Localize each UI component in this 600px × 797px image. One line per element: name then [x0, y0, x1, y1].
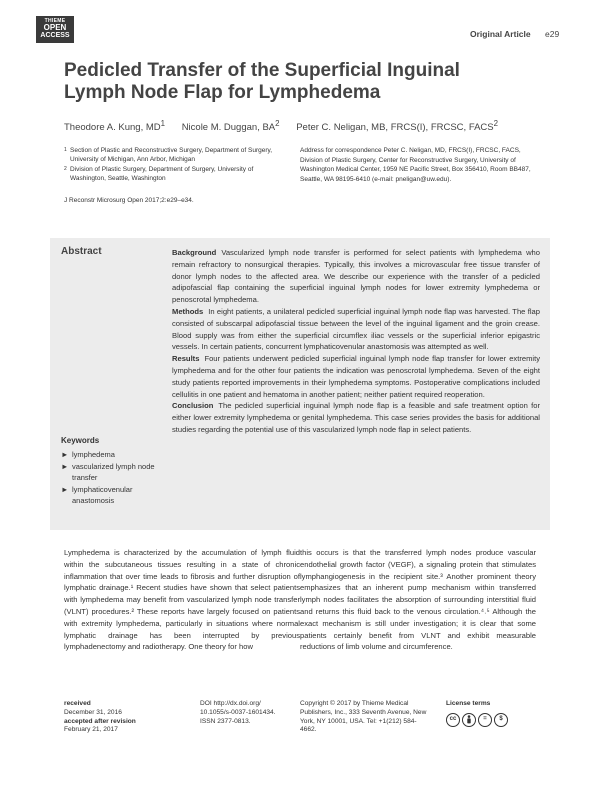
author: Theodore A. Kung, $MD^1$: [64, 119, 166, 134]
abstract-section: Conclusion The pedicled superficial inguinal lymph node flap is a feasible and safe treatment option for either lower extremity lymphedema or genital lymphedema. This case series provides the basis for additional studies regarding the potential use of this vascularized lymph node flap in select patients.: [172, 401, 540, 434]
abstract-section: Results Four patients underwent pedicled superficial inguinal lymph node flap transfer for lower extremity lymphedema and for the other four patients the indication was penoscrotal lymphedema. Seven of the eight study patients reported improvements in their lymphedema symptoms. Postoperative complications included cellulitis in one patient and hematoma in another patient; neither patient required reoperation.: [172, 354, 540, 399]
keyword-item: ► lymphedema: [61, 450, 115, 459]
cc-icon: cc: [446, 713, 460, 727]
article-title: [64, 60, 484, 104]
body-column-right: this occurs is that the transferred lymph nodes produce vascular endothelial growth factor (VEGF), a signaling protein that stimulates lymphangiogenesis in the recipient site.³ Another prominent theory emphasizes that an inherent pump mechanism within transferred lymph nodes facilitates the absorption of surrounding interstitial fluid and returns this fluid back to the venous circulation.⁴˒⁵ Although the exact mechanism is still under investigation; it is clear that some patients certainly benefit from VLNT and exhibit measurable reductions of limb volume and circumference.: [300, 548, 536, 652]
abstract-section: Background Vascularized lymph node transfer is performed for select patients with lymphedema who remain refractory to nonsurgical therapies. Typically, this involves a microvascular free tissue transfer of donor lymph nodes to the affected area. We describe our experience with the transfer of a pedicled adipofascial flap containing the superficial inguinal lymph nodes for lower extremity lymphedema or penoscrotal lymphedema.: [172, 248, 540, 305]
attribution-icon: [462, 713, 476, 727]
page-number: e29: [545, 29, 560, 39]
received-dates: received December 31, 2016 accepted after revision February 21, 2017: [64, 700, 136, 734]
article-type: Original Article: [470, 29, 531, 39]
license-block: [446, 700, 508, 727]
author: Nicole M. Duggan, $BA^2$: [181, 119, 280, 134]
license-terms-label: License terms: [446, 700, 491, 707]
body-column-left: Lymphedema is characterized by the accumulation of lymph fluid within the subcutaneous tissues resulting in a state of chronic inflammation that over time leads to fibrosis and further disruption of lymphatic drainage.¹ Recent studies have shown that select patients with lymphedema may benefit from vascularized lymph node transfer (VLNT) procedures.² These reports have largely focused on patients with extremity lymphedema, particularly in situations where normal lymphatic drainage has been interrupted by previous lymphadenectomy and radiotherapy. One theory for how: [64, 548, 300, 652]
keyword-item: ► lymphaticovenular anastomosis: [61, 484, 133, 505]
keywords-list: [61, 449, 166, 507]
license-icons: [446, 713, 508, 727]
affiliation: 1 Section of Plastic and Reconstructive Surgery, Department of Surgery, University of Michigan, Ann Arbor, Michigan: [64, 147, 273, 163]
correspondence-address: Address for correspondence Peter C. Neligan, MD, FRCS(I), FRCSC, FACS, Division of Plastic Surgery, Center for Reconstructive Surgery, University of Washington Medical Center, 1959 NE Pacific Street, Box 356410, Room BB487, Seattle, WA 98195-6410 (e-mail: pneligan@uw.edu).: [300, 147, 531, 183]
journal-citation: J Reconstr Microsurg Open 2017;2:e29–e34.: [64, 197, 194, 204]
abstract-body: [172, 247, 540, 436]
title-line-2: Lymph Node Flap for Lymphedema: [64, 82, 381, 103]
title-line-1: Pedicled Transfer of the Superficial Inguinal: [64, 60, 460, 81]
keyword-item: ► vascularized lymph node transfer: [61, 461, 155, 482]
doi-issn: DOI http://dx.doi.org/ 10.1055/s-0037-1601434. ISSN 2377-0813.: [200, 700, 276, 725]
keywords-heading: Keywords: [61, 436, 100, 445]
abstract-heading: Abstract: [61, 246, 102, 257]
author: Peter C. Neligan, MB, FRCS(I), FRCSC, FACS$^2$: [296, 119, 499, 134]
affiliation: 2 Division of Plastic Surgery, Department of Surgery, University of Washington, Seattle, Washington: [64, 166, 254, 182]
affiliations: [64, 146, 289, 184]
non-commercial-icon: $: [494, 713, 508, 727]
copyright-notice: Copyright © 2017 by Thieme Medical Publishers, Inc., 333 Seventh Avenue, New York, NY 10001, USA. Tel: +1(212) 584-4662.: [300, 700, 427, 734]
author-list: [64, 119, 498, 133]
thieme-open-access-logo: THIEME OPEN ACCESS: [36, 16, 74, 43]
abstract-section: Methods In eight patients, a unilateral pedicled superficial inguinal lymph node flap was harvested. The flap consisted of subscarpal adipofascial tissue between the level of the inguinal ligament and the groin crease. Blood supply was from either the superficial circumflex iliac vessels or the superficial inferior epigastric vessels. In certain patients, concurrent lymphaticovenular anastomosis was attempted as well.: [172, 306, 540, 352]
no-derivatives-icon: =: [478, 713, 492, 727]
